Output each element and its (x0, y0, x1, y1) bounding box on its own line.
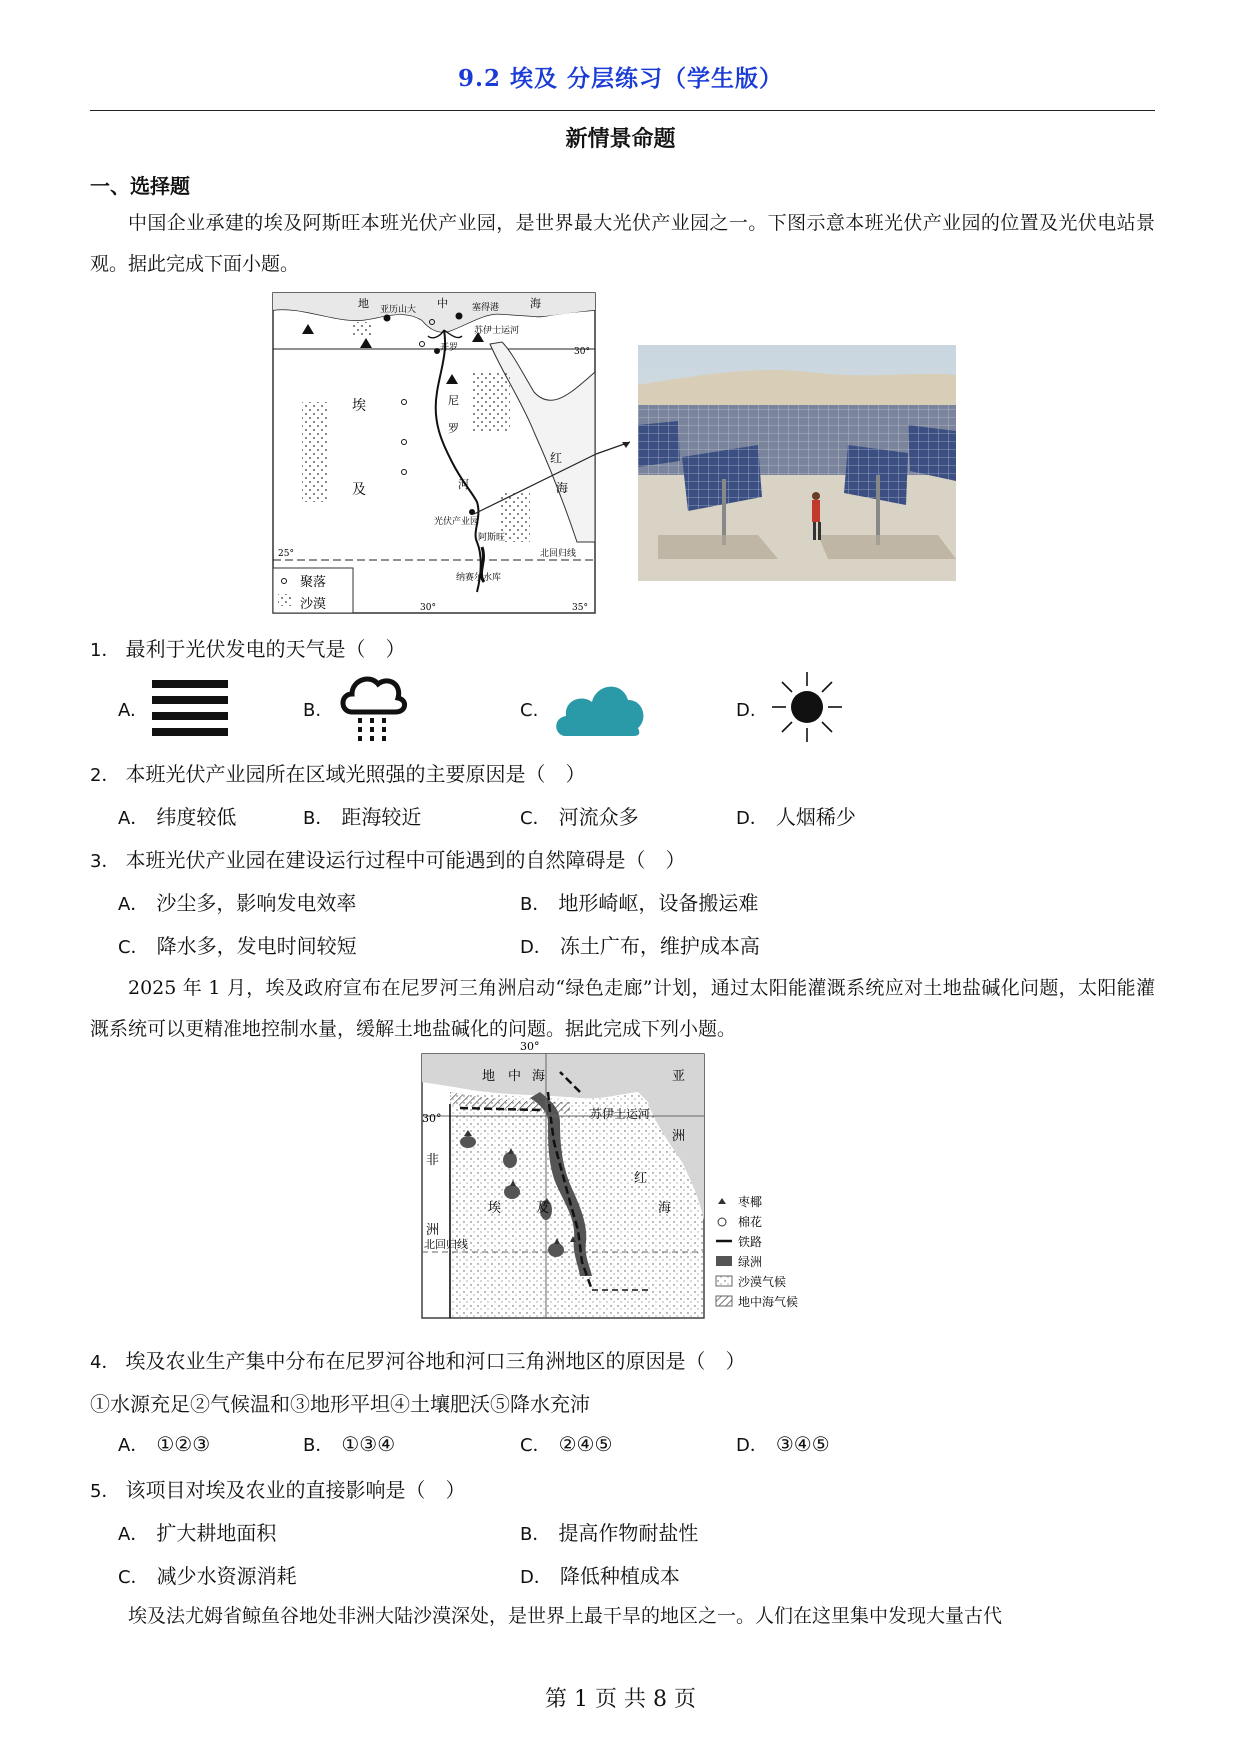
option-2a[interactable]: A． 纬度较低 (118, 805, 237, 829)
svg-text:地: 地 (482, 1069, 496, 1084)
svg-text:北回归线: 北回归线 (540, 549, 577, 559)
svg-text:海: 海 (556, 481, 569, 495)
question-3: 3． 本班光伏产业园在建设运行过程中可能遇到的自然障碍是（ ） (90, 848, 686, 872)
svg-text:25°: 25° (278, 549, 294, 559)
svg-text:河: 河 (458, 478, 469, 491)
svg-text:罗: 罗 (448, 422, 459, 435)
svg-text:非: 非 (426, 1153, 440, 1168)
option-3b[interactable]: B． 地形崎岖，设备搬运难 (520, 891, 759, 915)
svg-text:30°: 30° (574, 347, 590, 357)
option-5b[interactable]: B． 提高作物耐盐性 (520, 1521, 699, 1545)
svg-text:纳赛尔水库: 纳赛尔水库 (456, 573, 502, 583)
section-subtitle: 新情景命题 (565, 126, 676, 152)
option-4b[interactable]: B． ①③④ (303, 1432, 396, 1456)
svg-text:35°: 35° (572, 603, 588, 613)
option-1a[interactable]: A. (118, 700, 136, 721)
map2-legend-oasis: 绿洲 (738, 1255, 763, 1269)
intro-paragraph-3: 埃及法尤姆省鲸鱼谷地处非洲大陆沙漠深处，是世界上最干旱的地区之一。人们在这里集中发现大量古代 (128, 1605, 1003, 1627)
svg-text:埃: 埃 (352, 398, 366, 414)
question-1: 1． 最利于光伏发电的天气是（ ） (90, 637, 406, 661)
svg-text:及: 及 (352, 482, 366, 498)
option-4d[interactable]: D． ③④⑤ (736, 1432, 830, 1456)
solar-farm-photo (638, 345, 956, 581)
option-2d[interactable]: D． 人烟稀少 (736, 805, 856, 829)
option-1c[interactable]: C. (520, 700, 539, 721)
svg-text:30°: 30° (422, 1112, 442, 1125)
svg-text:阿斯旺: 阿斯旺 (478, 533, 506, 543)
svg-text:光伏产业园: 光伏产业园 (434, 517, 480, 527)
option-1d[interactable]: D. (736, 700, 756, 721)
svg-text:苏伊士运河: 苏伊士运河 (590, 1107, 651, 1121)
option-2c[interactable]: C． 河流众多 (520, 805, 639, 829)
map-arrow (596, 440, 636, 470)
page-title: 9.2 埃及 分层练习（学生版） (457, 65, 784, 92)
map1-label: 地 (358, 297, 369, 310)
option-4c[interactable]: C． ②④⑤ (520, 1432, 613, 1456)
map1-legend-settlement: 聚落 (300, 575, 327, 590)
section-heading: 一、选择题 (90, 174, 190, 198)
svg-text:亚历山大: 亚历山大 (380, 305, 417, 315)
svg-text:北回归线: 北回归线 (424, 1238, 468, 1251)
map2-legend-railway: 铁路 (738, 1235, 763, 1249)
map2-legend-mediterranean: 地中海气候 (738, 1295, 799, 1309)
page-footer: 第 1 页 共 8 页 (545, 1687, 696, 1712)
svg-text:海: 海 (532, 1069, 546, 1084)
svg-text:开罗: 开罗 (440, 343, 459, 353)
question-5: 5． 该项目对埃及农业的直接影响是（ ） (90, 1478, 466, 1502)
svg-text:红: 红 (550, 451, 563, 465)
svg-text:海: 海 (530, 297, 541, 310)
svg-text:红: 红 (634, 1171, 648, 1186)
intro-paragraph-2: 2025 年 1 月，埃及政府宣布在尼罗河三角洲启动“绿色走廊”计划，通过太阳能灌溉系统应对土地盐碱化问题，太阳能灌溉系统可以更精准地控制水量，缓解土地盐碱化的问题。据此完成下列小题。 (90, 977, 1155, 1040)
svg-text:洲: 洲 (672, 1129, 686, 1144)
svg-text:海: 海 (658, 1201, 672, 1216)
map2-label: 30° (520, 1040, 540, 1053)
cloud-icon (552, 676, 648, 738)
option-1b[interactable]: B. (303, 700, 322, 721)
question-4-choices: ①水源充足②气候温和③地形平坦④土壤肥沃⑤降水充沛 (90, 1392, 590, 1416)
option-5d[interactable]: D． 降低种植成本 (520, 1564, 680, 1588)
sun-icon (770, 670, 844, 744)
rain-cloud-icon (338, 672, 408, 742)
svg-text:亚: 亚 (672, 1069, 686, 1084)
svg-text:30°: 30° (420, 603, 436, 613)
map2-legend-date-palm: 枣椰 (738, 1195, 763, 1209)
svg-text:苏伊士运河: 苏伊士运河 (474, 326, 520, 336)
question-2: 2． 本班光伏产业园所在区域光照强的主要原因是（ ） (90, 762, 586, 786)
map1-legend-desert: 沙漠 (300, 597, 327, 612)
svg-text:及: 及 (536, 1201, 550, 1216)
intro-paragraph-1: 中国企业承建的埃及阿斯旺本班光伏产业园，是世界最大光伏产业园之一。下图示意本班光伏产业园的位置及光伏电站景观。据此完成下面小题。 (90, 212, 1155, 275)
option-5c[interactable]: C． 减少水资源消耗 (118, 1564, 297, 1588)
option-3a[interactable]: A． 沙尘多，影响发电效率 (118, 891, 357, 915)
header-divider (90, 110, 1155, 111)
svg-text:塞得港: 塞得港 (472, 303, 500, 313)
option-5a[interactable]: A． 扩大耕地面积 (118, 1521, 277, 1545)
option-3d[interactable]: D． 冻土广布，维护成本高 (520, 934, 760, 958)
egypt-location-map (272, 292, 596, 614)
question-4: 4． 埃及农业生产集中分布在尼罗河谷地和河口三角洲地区的原因是（ ） (90, 1349, 746, 1373)
fog-icon (150, 676, 230, 738)
option-3c[interactable]: C． 降水多，发电时间较短 (118, 934, 357, 958)
egypt-agriculture-map (420, 1040, 815, 1320)
map2-legend-desert-climate: 沙漠气候 (738, 1275, 787, 1289)
svg-text:埃: 埃 (488, 1201, 502, 1216)
option-4a[interactable]: A． ①②③ (118, 1432, 211, 1456)
svg-text:中: 中 (508, 1069, 522, 1084)
svg-text:洲: 洲 (426, 1223, 440, 1238)
option-2b[interactable]: B． 距海较近 (303, 805, 422, 829)
svg-text:尼: 尼 (448, 394, 459, 407)
map2-legend-cotton: 棉花 (738, 1215, 763, 1229)
svg-text:中: 中 (437, 297, 448, 310)
